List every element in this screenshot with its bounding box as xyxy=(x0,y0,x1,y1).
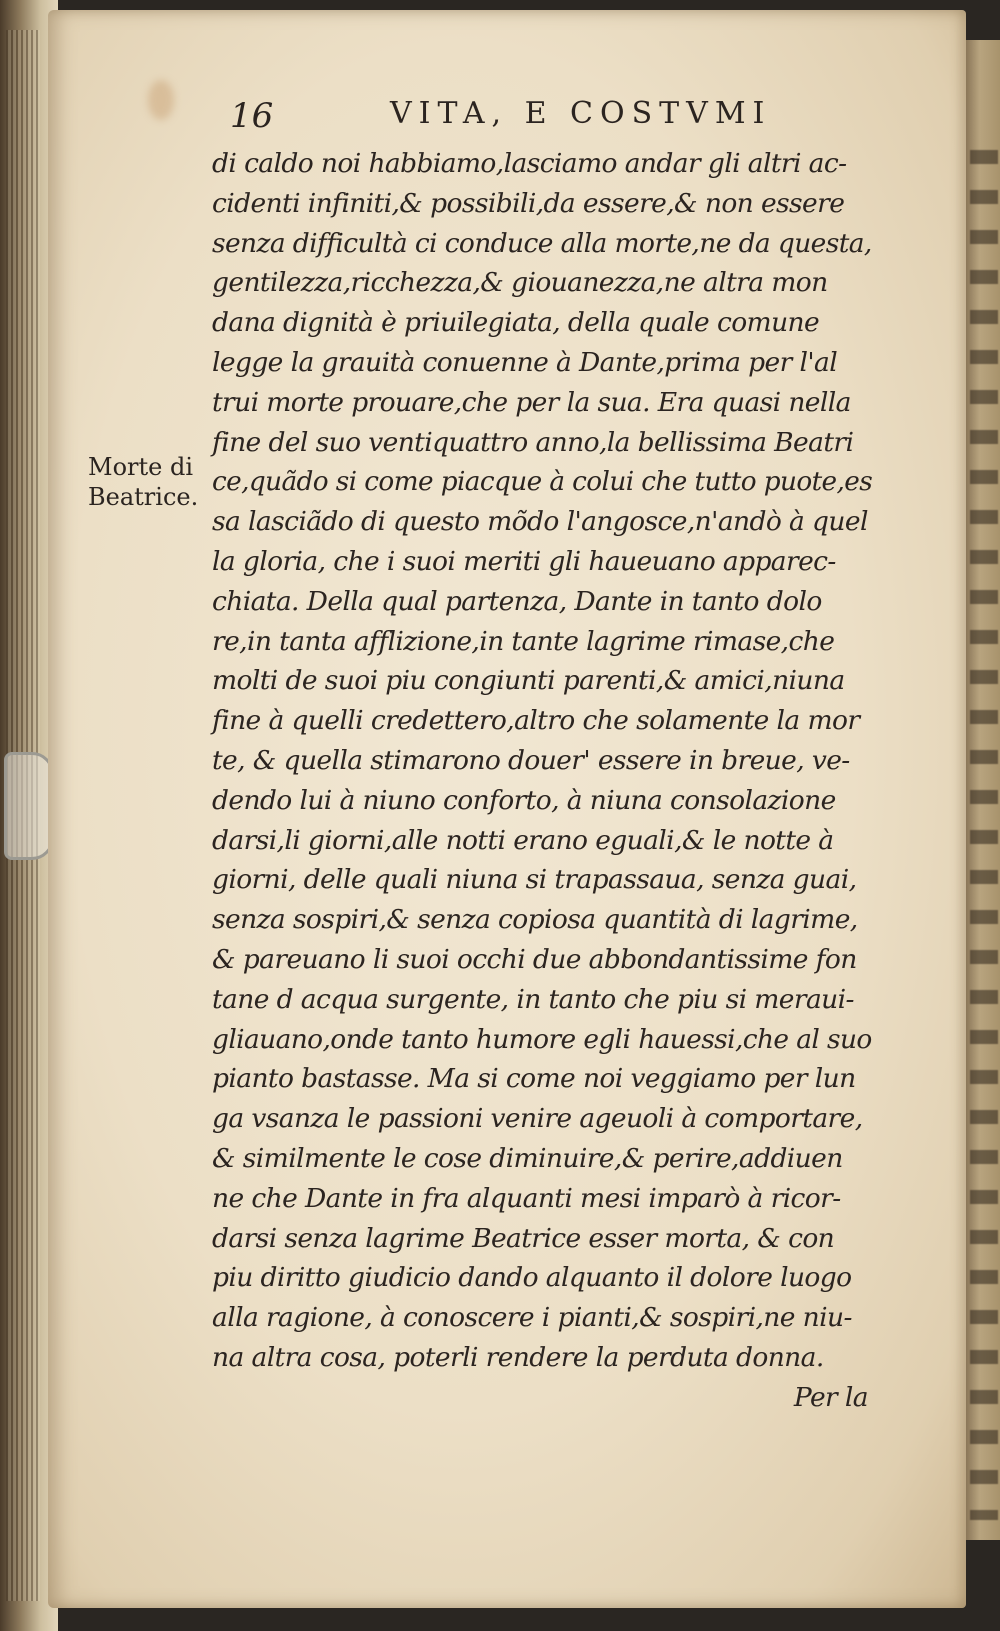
text-line: & pareuano li suoi occhi due abbondantissime fon xyxy=(212,943,857,975)
page-number: 16 xyxy=(230,96,274,136)
text-line: legge la grauità conuenne à Dante,prima per l'al xyxy=(212,346,838,378)
text-line: dana dignità è priuilegiata, della quale comune xyxy=(212,307,820,339)
foxing-stain xyxy=(148,80,174,120)
text-line: piu diritto giudicio dando alquanto il dolore luogo xyxy=(212,1262,852,1294)
text-line: ga vsanza le passioni venire ageuoli à comportare, xyxy=(212,1103,863,1135)
text-line: senza sospiri,& senza copiosa quantità di lagrime, xyxy=(212,904,858,936)
text-line: senza difficultà ci conduce alla morte,ne da questa, xyxy=(212,227,872,259)
text-line: tane d acqua surgente, in tanto che piu si meraui- xyxy=(212,983,854,1015)
text-line: cidenti infiniti,& possibili,da essere,& non essere xyxy=(212,187,845,219)
adjacent-page-edge xyxy=(966,40,1000,1540)
text-line: ne che Dante in fra alquanti mesi imparò à ricor- xyxy=(212,1182,841,1214)
text-line: na altra cosa, poterli rendere la perduta donna. xyxy=(212,1341,824,1373)
margin-note-line: Beatrice. xyxy=(88,483,199,511)
text-line: molti de suoi piu congiunti parenti,& amici,niuna xyxy=(212,665,845,697)
running-title: VITA, E COSTVMI xyxy=(390,96,772,131)
text-line: dendo lui à niuno conforto, à niuna consolazione xyxy=(212,784,836,816)
text-line: giorni, delle quali niuna si trapassaua, senza guai, xyxy=(212,864,857,896)
adjacent-page-text xyxy=(970,150,998,1520)
text-line: di caldo noi habbiamo,lasciamo andar gli altri ac- xyxy=(212,148,847,179)
text-line: & similmente le cose diminuire,& perire,addiuen xyxy=(212,1142,843,1174)
margin-note-line: Morte di xyxy=(88,453,194,481)
text-line: la gloria, che i suoi meriti gli haueuano apparec- xyxy=(212,545,836,577)
text-line: fine del suo ventiquattro anno,la bellissima Beatri xyxy=(212,426,854,458)
text-line: chiata. Della qual partenza, Dante in tanto dolo xyxy=(212,585,822,617)
text-line: re,in tanta afflizione,in tante lagrime rimase,che xyxy=(212,625,835,657)
running-head xyxy=(230,96,770,136)
text-line: sa lasciãdo di questo mõdo l'angosce,n'andò à quel xyxy=(212,506,868,538)
margin-note xyxy=(88,452,214,512)
text-line: te, & quella stimarono douer' essere in breue, ve- xyxy=(212,744,850,776)
text-line: trui morte prouare,che per la sua. Era quasi nella xyxy=(212,386,851,418)
body-text xyxy=(212,144,872,1418)
text-line: alla ragione, à conoscere i pianti,& sospiri,ne niu- xyxy=(212,1302,852,1334)
text-line: ce,quãdo si come piacque à colui che tutto puote,es xyxy=(212,466,873,498)
text-line: darsi,li giorni,alle notti erano eguali,& le notte à xyxy=(212,824,834,856)
text-line: gentilezza,ricchezza,& giouanezza,ne altra mon xyxy=(212,267,828,299)
text-line: fine à quelli credettero,altro che solamente la mor xyxy=(212,705,860,737)
catchword: Per la xyxy=(793,1381,868,1413)
text-line: darsi senza lagrime Beatrice esser morta, & con xyxy=(212,1222,835,1254)
text-line: pianto bastasse. Ma si come noi veggiamo per lun xyxy=(212,1063,856,1095)
page-clip xyxy=(4,752,54,860)
text-line: gliauano,onde tanto humore egli hauessi,che al suo xyxy=(212,1023,872,1055)
